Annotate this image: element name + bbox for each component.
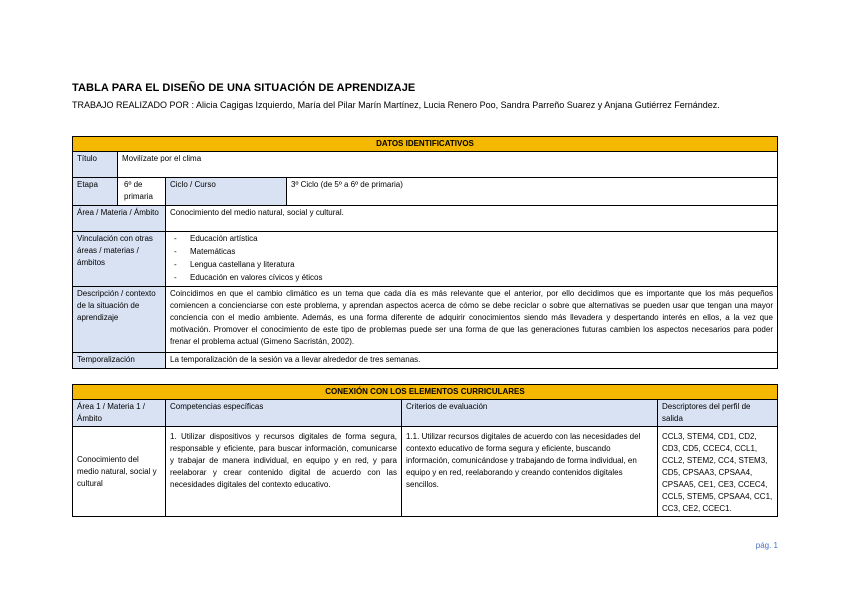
titulo-value: Movilízate por el clima xyxy=(118,152,778,178)
col-criterios-header: Criterios de evaluación xyxy=(402,400,658,427)
vinculacion-label: Vinculación con otras áreas / materias / ámbitos xyxy=(73,232,166,287)
temporalizacion-value: La temporalización de la sesión va a llevar alrededor de tres semanas. xyxy=(166,353,778,369)
list-item: - Educación en valores cívicos y éticos xyxy=(170,272,773,285)
vinculacion-value xyxy=(166,232,778,287)
ciclo-value: 3º Ciclo (de 5º a 6º de primaria) xyxy=(287,178,778,206)
identification-heading: DATOS IDENTIFICATIVOS xyxy=(73,137,778,152)
etapa-label: Etapa xyxy=(73,178,118,206)
row-descriptores: CCL3, STEM4, CD1, CD2, CD3, CD5, CCEC4, CCL1, CCL2, STEM2, CC4, STEM3, CD5, CPSAA3, CPSAA4, CPSAA5, CE1, CE3, CCEC4, CCL5, STEM5, CPSAA4, CC1, CC3, CE2, CCEC1. xyxy=(658,427,778,517)
curricular-table xyxy=(72,384,778,517)
page-number: pág. 1 xyxy=(755,541,778,550)
identification-table xyxy=(72,136,778,369)
list-item: - Lengua castellana y literatura xyxy=(170,259,773,272)
etapa-value: 6º de primaria xyxy=(118,178,166,206)
col-area-header: Área 1 / Materia 1 / Ámbito xyxy=(73,400,166,427)
ciclo-label: Ciclo / Curso xyxy=(166,178,287,206)
list-item: - Matemáticas xyxy=(170,246,773,259)
area-value: Conocimiento del medio natural, social y cultural. xyxy=(166,206,778,232)
vinculacion-list xyxy=(170,233,773,285)
titulo-label: Título xyxy=(73,152,118,178)
row-criterios: 1.1. Utilizar recursos digitales de acuerdo con las necesidades del contexto educativo de forma segura y eficiente, buscando información, comunicándose y trabajando de forma individual, en equipo y en red, reelaborando y creando contenidos digitales sencillos. xyxy=(402,427,658,517)
temporalizacion-label: Temporalización xyxy=(73,353,166,369)
descripcion-value: Coincidimos en que el cambio climático es un tema que cada día es más relevante que el anterior, por ello decidimos que es importante que los más pequeños comiencen a concienciarse con este problema, y aprendan aspectos acerca de cómo se debe reciclar o sobre que alternativas se pueden usar que tengan una mayor conciencia con el medio ambiente. Además, es una forma diferente de adquirir conocimientos siendo más llevadera y despertando interés en ellos, a la vez que motivación. Promover el conocimiento de este tipo de problemas puede ser una forma de que las generaciones futuras cambien los aspectos necesarios para poder frenar el problema actual (Gimeno Sacristán, 2002). xyxy=(166,287,778,353)
authors-line: TRABAJO REALIZADO POR : Alicia Cagigas Izquierdo, María del Pilar Marín Martínez, Lucia Renero Poo, Sandra Parreño Suarez y Anjana Gutiérrez Fernández. xyxy=(72,100,720,110)
col-competencias-header: Competencias específicas xyxy=(166,400,402,427)
descripcion-label: Descripción / contexto de la situación de aprendizaje xyxy=(73,287,166,353)
document-title: TABLA PARA EL DISEÑO DE UNA SITUACIÓN DE APRENDIZAJE xyxy=(72,82,416,94)
area-label: Área / Materia / Ámbito xyxy=(73,206,166,232)
row-area: Conocimiento del medio natural, social y cultural xyxy=(73,427,166,517)
col-descriptores-header: Descriptores del perfil de salida xyxy=(658,400,778,427)
curricular-heading: CONEXIÓN CON LOS ELEMENTOS CURRICULARES xyxy=(73,385,778,400)
row-competencias: 1. Utilizar dispositivos y recursos digitales de forma segura, responsable y eficiente, para buscar información, comunicarse y trabajar de manera individual, en equipo y en red, y para reelaborar y crear contenido digital de acuerdo con las necesidades digitales del contexto educativo. xyxy=(166,427,402,517)
list-item: - Educación artística xyxy=(170,233,773,246)
